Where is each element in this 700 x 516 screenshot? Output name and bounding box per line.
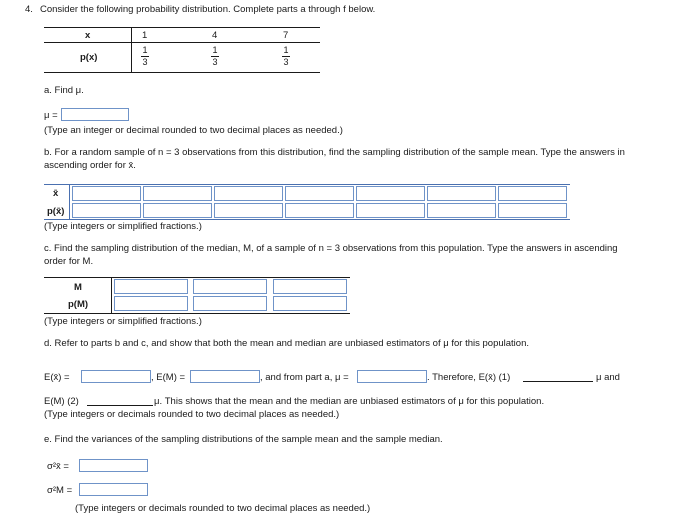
sigma-xbar-input[interactable] — [79, 459, 148, 472]
pm-row-label: p(M) — [68, 299, 89, 310]
sigma-m-label: σ²M = — [47, 485, 73, 496]
part-c-text-2: order for M. — [44, 256, 94, 267]
part-d-text: d. Refer to parts b and c, and show that both the mean and median are unbiased estimators of μ for this population. — [44, 338, 529, 349]
pxbar-input-1[interactable] — [72, 203, 141, 218]
e-m-input[interactable] — [190, 370, 260, 383]
pxbar-input-6[interactable] — [427, 203, 496, 218]
xbar-row-label: x̄ — [53, 188, 59, 199]
xbar-input-5[interactable] — [356, 186, 425, 201]
x-value-1: 1 — [142, 30, 148, 41]
xbar-input-2[interactable] — [143, 186, 212, 201]
mu-and-label: μ and — [596, 372, 620, 383]
from-part-a-label: , and from part a, μ = — [260, 372, 349, 383]
xbar-input-3[interactable] — [214, 186, 283, 201]
part-a-hint: (Type an integer or decimal rounded to two decimal places as needed.) — [44, 125, 343, 136]
xbar-input-4[interactable] — [285, 186, 354, 201]
x-value-3: 7 — [283, 30, 289, 41]
pm-input-2[interactable] — [193, 296, 267, 311]
mu-from-a-input[interactable] — [357, 370, 427, 383]
pxbar-input-3[interactable] — [214, 203, 283, 218]
x-value-2: 4 — [212, 30, 218, 41]
pxbar-input-4[interactable] — [285, 203, 354, 218]
part-e-text: e. Find the variances of the sampling distributions of the sample mean and the sample median. — [44, 434, 443, 445]
mu-label: μ = — [44, 110, 58, 121]
pxbar-input-5[interactable] — [356, 203, 425, 218]
question-number: 4. — [25, 4, 33, 15]
part-c-hint: (Type integers or simplified fractions.) — [44, 316, 202, 327]
sigma-m-input[interactable] — [79, 483, 148, 496]
pxbar-input-2[interactable] — [143, 203, 212, 218]
blank-2-select[interactable] — [87, 405, 153, 406]
pxbar-input-7[interactable] — [498, 203, 567, 218]
m-input-1[interactable] — [114, 279, 188, 294]
xbar-input-6[interactable] — [427, 186, 496, 201]
e-xbar-label: E(x̄) = — [44, 372, 70, 383]
therefore-label: . Therefore, E(x̄) (1) — [427, 372, 511, 383]
part-b-hint: (Type integers or simplified fractions.) — [44, 221, 202, 232]
p-value-3: 1 3 — [283, 45, 289, 67]
pxbar-row-label: p(x̄) — [47, 206, 65, 217]
e-xbar-input[interactable] — [81, 370, 151, 383]
px-header: p(x) — [80, 52, 98, 63]
m-input-3[interactable] — [273, 279, 347, 294]
xbar-input-1[interactable] — [72, 186, 141, 201]
conclusion-text: μ. This shows that the mean and the median are unbiased estimators of μ for this population. — [154, 396, 545, 407]
part-b-text-2: ascending order for x̄. — [44, 160, 136, 171]
m-input-2[interactable] — [193, 279, 267, 294]
blank-1-select[interactable] — [523, 381, 593, 382]
question-prompt: Consider the following probability distribution. Complete parts a through f below. — [40, 4, 376, 15]
part-b-text-1: b. For a random sample of n = 3 observations from this distribution, find the sampling distribution of the sample mean. Type the answers in — [44, 147, 625, 158]
p-value-2: 1 3 — [212, 45, 218, 67]
pm-input-1[interactable] — [114, 296, 188, 311]
e-m-label: , E(M) = — [151, 372, 186, 383]
mu-input[interactable] — [61, 108, 129, 121]
em2-label: E(M) (2) — [44, 396, 79, 407]
x-header: x — [85, 30, 91, 41]
sigma-xbar-label: σ²x̄ = — [47, 461, 69, 472]
m-row-label: M — [74, 282, 82, 293]
part-c-text-1: c. Find the sampling distribution of the median, M, of a sample of n = 3 observations from this population. Type the answers in ascending — [44, 243, 618, 254]
xbar-input-7[interactable] — [498, 186, 567, 201]
part-d-hint: (Type integers or decimals rounded to two decimal places as needed.) — [44, 409, 340, 420]
pm-input-3[interactable] — [273, 296, 347, 311]
p-value-1: 1 3 — [142, 45, 148, 67]
part-e-hint: (Type integers or decimals rounded to two decimal places as needed.) — [75, 503, 371, 514]
part-a-label: a. Find μ. — [44, 85, 84, 96]
